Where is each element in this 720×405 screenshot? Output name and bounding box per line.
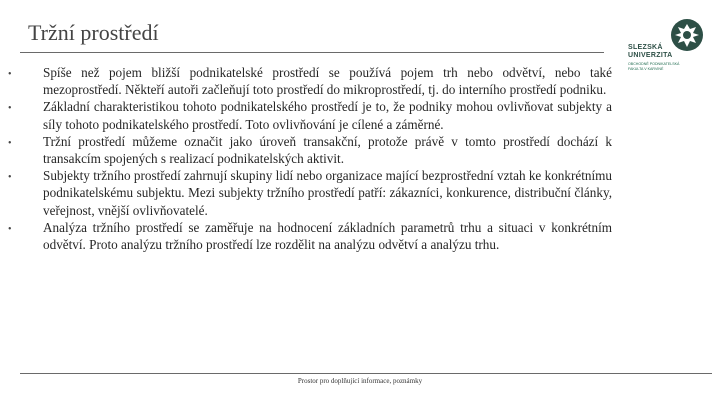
bullet-text: Spíše než pojem bližší podnikatelské prostředí se používá pojem trh nebo odvětví, nebo také mezoprostředí. Někteří autoři začleňují toto prostředí do mikroprostředí, tj. do interního prostředí podniku. [43,65,612,98]
bullet-icon: • [8,103,12,115]
slide-title: Tržní prostředí [28,20,159,45]
logo-sub-line-1: OBCHODNĚ PODNIKATELSKÁ [628,62,680,66]
list-item [8,167,612,219]
bullet-text: Tržní prostředí můžeme označit jako úroveň transakční, protože právě v tomto prostředí dochází k transakcím spojených s realizací podnikatelských aktivit. [43,133,612,167]
bullet-icon: • [8,69,12,80]
bullet-list [8,64,612,253]
logo-subtitle [628,62,704,72]
bullet-text: Analýza tržního prostředí se zaměřuje na hodnocení základních parametrů trhu a situaci v konkrétním odvětví. Proto analýzu tržního prostředí lze rozdělit na analýzu odvětví a analýzu trhu. [43,219,612,253]
bullet-icon: • [8,172,12,184]
eagle-emblem-icon [670,18,704,52]
logo-sub-line-2: FAKULTA V KARVINÉ [628,67,664,71]
logo-wordmark [628,44,672,60]
list-item [8,219,612,253]
logo-line-2: UNIVERZITA [628,52,673,59]
title-divider [20,52,604,53]
footer-divider [20,373,712,374]
list-item [8,133,612,167]
list-item [8,64,612,98]
bullet-icon: • [8,223,12,235]
bullet-icon: • [8,137,12,149]
bullet-text: Subjekty tržního prostředí zahrnují skupiny lidí nebo organizace mající bezprostřední vztah ke konkrétnímu podnikatelskému subjektu. Mezi subjekty tržního prostředí patří: zákazníci, konkurence, distribuční články, veřejnost, vnější ovlivňovatelé. [43,168,612,218]
footer-note: Prostor pro doplňující informace, poznámky [297,377,423,385]
logo-line-1: SLEZSKÁ [628,44,663,51]
university-logo [628,18,708,94]
list-item [8,98,612,132]
bullet-text: Základní charakteristikou tohoto podnikatelského prostředí je to, že podniky mohou ovlivňovat subjekty a síly tohoto podnikatelského prostředí. Toto ovlivňování je cílené a záměrné. [43,99,612,132]
